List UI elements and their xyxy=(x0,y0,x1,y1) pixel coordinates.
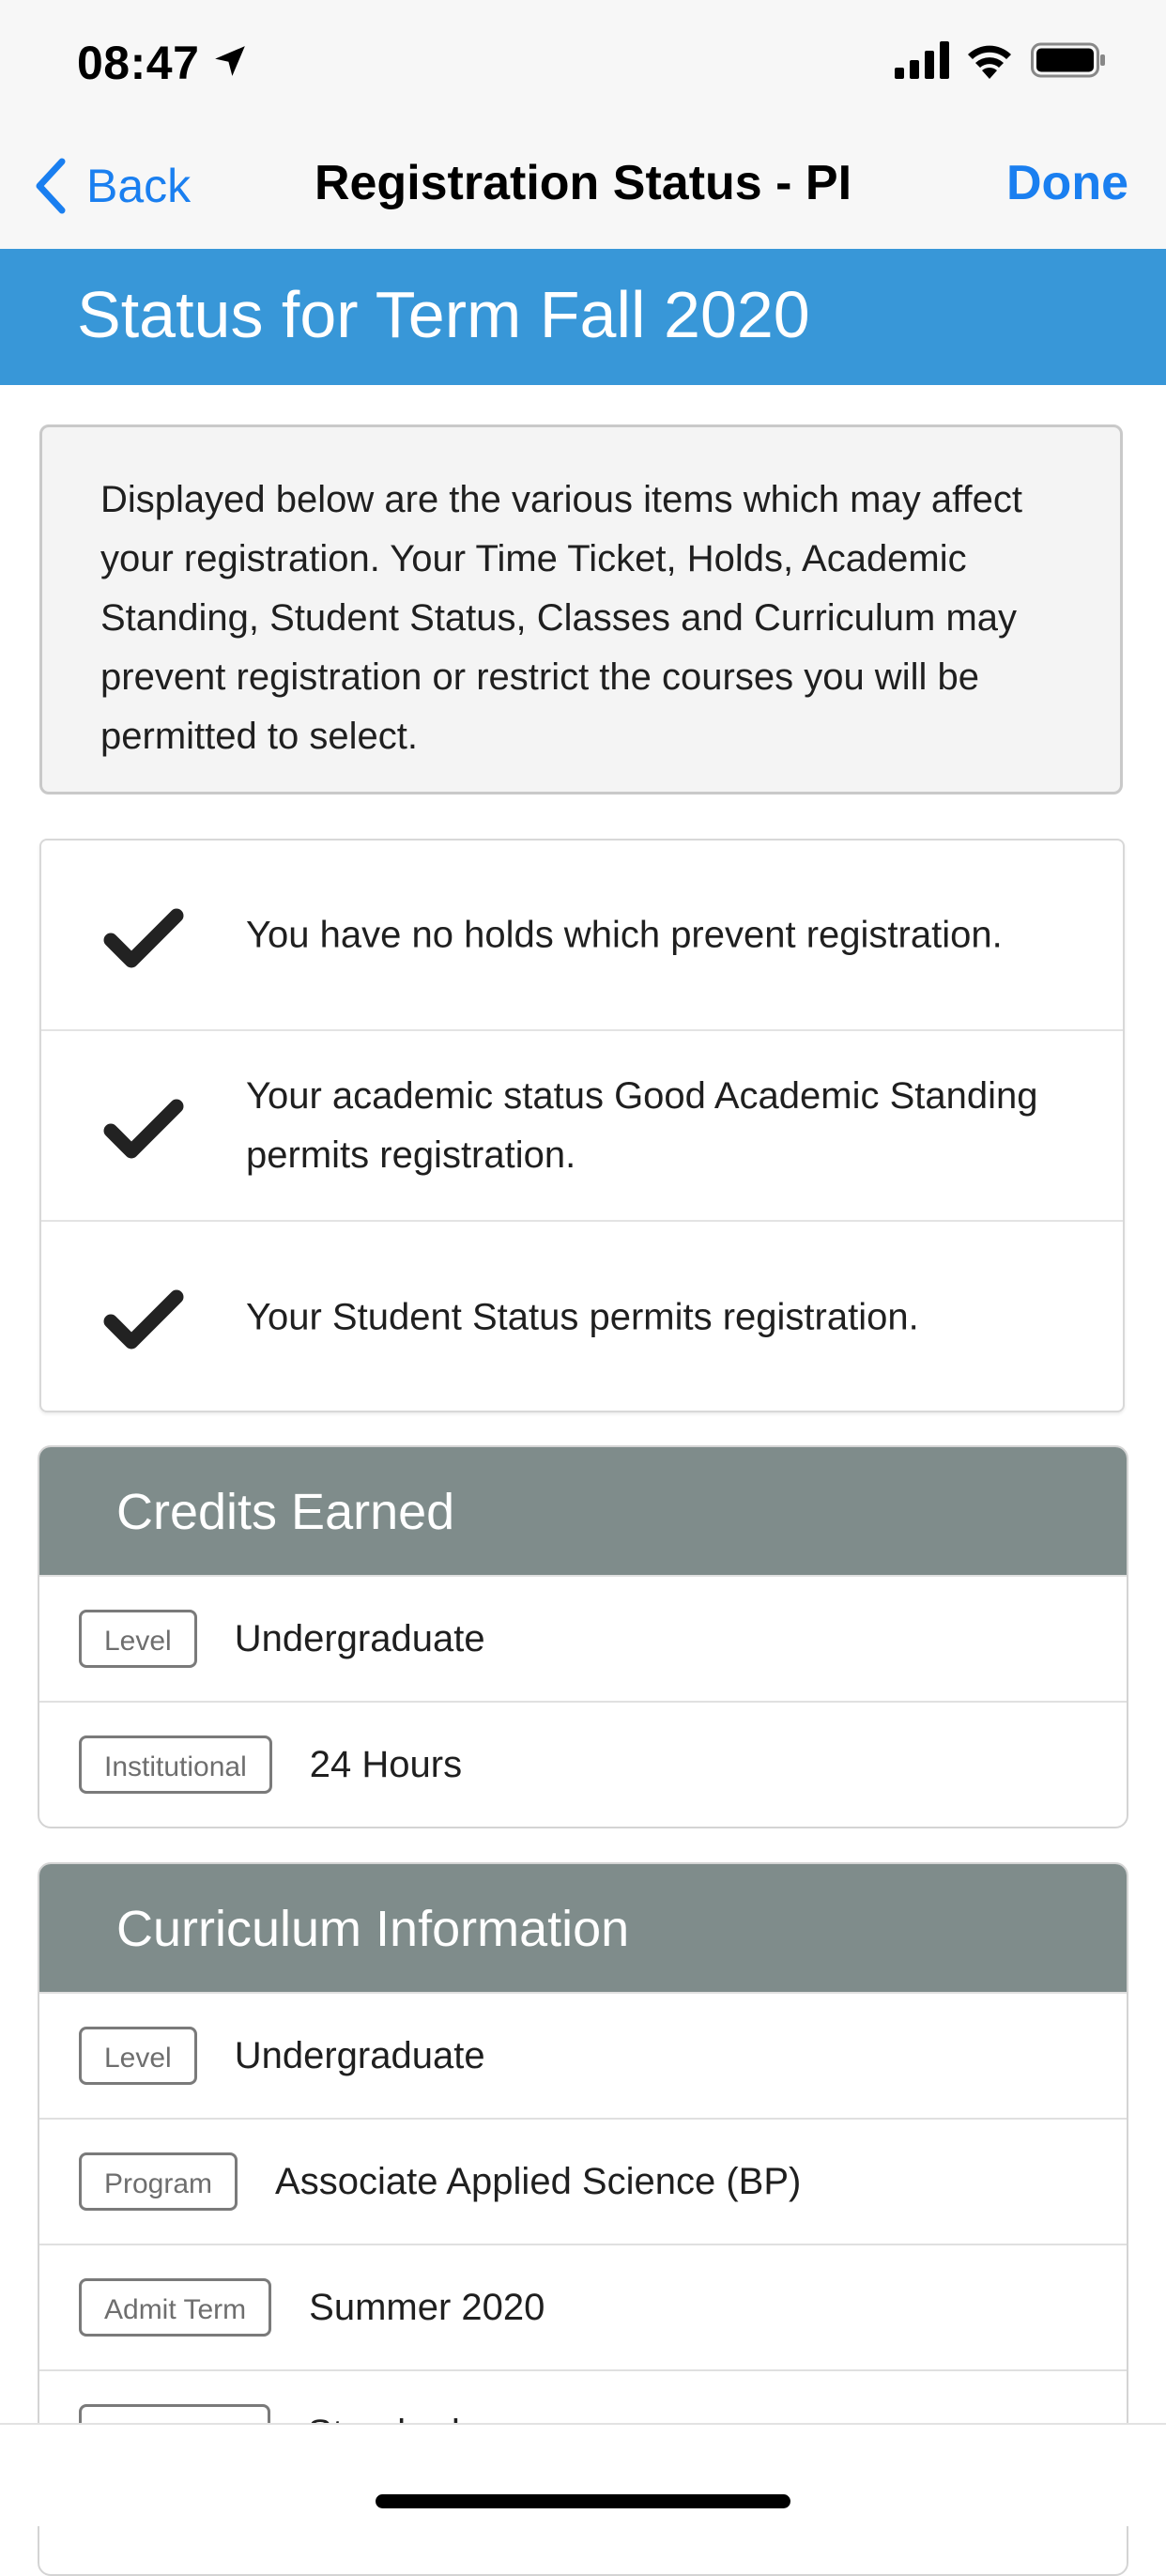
status-time: 08:47 xyxy=(77,37,200,89)
check-text-student-status: Your Student Status permits registration. xyxy=(246,1296,919,1337)
field-tag: Admit Term xyxy=(79,2278,271,2337)
panel-title: Curriculum Information xyxy=(116,1901,630,1957)
panel-header xyxy=(39,1864,1127,1992)
field-tag: Level xyxy=(79,2027,197,2085)
location-arrow-icon xyxy=(212,43,248,79)
navigation-bar xyxy=(0,127,1166,249)
checkmark-icon xyxy=(103,906,184,970)
check-row-student-status xyxy=(41,1222,1123,1412)
checkmark-icon xyxy=(103,1097,184,1161)
status-bar xyxy=(0,0,1166,127)
term-title: Status for Term Fall 2020 xyxy=(77,278,810,351)
credits-row-institutional xyxy=(39,1701,1127,1827)
check-row-academic-status xyxy=(41,1031,1123,1222)
battery-icon xyxy=(1031,41,1106,79)
field-value: 24 Hours xyxy=(309,1743,463,1785)
check-text-academic-status: Your academic status Good Academic Standing permits registration. xyxy=(246,1074,1038,1176)
registration-checks-card xyxy=(39,839,1125,1412)
page-title: Registration Status - PI xyxy=(314,156,852,210)
info-text: Displayed below are the various items which may affect your registration. Your Time Ticket, Holds, Academic Standing, Student Status, Classes and Curriculum may prevent registration or restrict the courses you will be permitted to select. xyxy=(100,479,1022,757)
curriculum-row-level xyxy=(39,1992,1127,2118)
field-value: Associate Applied Science (BP) xyxy=(275,2160,802,2202)
curriculum-row-program xyxy=(39,2118,1127,2244)
field-value: Summer 2020 xyxy=(309,2286,545,2328)
field-tag: Level xyxy=(79,1610,197,1668)
field-tag: Institutional xyxy=(79,1735,272,1794)
credits-earned-panel xyxy=(38,1445,1128,1828)
check-text-holds: You have no holds which prevent registration. xyxy=(246,914,1003,955)
back-button-label: Back xyxy=(86,160,192,212)
curriculum-row-admit-term xyxy=(39,2244,1127,2369)
info-box xyxy=(39,424,1123,794)
panel-header xyxy=(39,1447,1127,1575)
cellular-signal-icon xyxy=(895,41,949,79)
term-header xyxy=(0,249,1166,385)
credits-row-level xyxy=(39,1575,1127,1701)
done-button[interactable]: Done xyxy=(1006,156,1128,210)
panel-title: Credits Earned xyxy=(116,1484,455,1540)
field-tag: Program xyxy=(79,2152,238,2211)
field-value: Undergraduate xyxy=(234,1617,485,1659)
home-indicator[interactable] xyxy=(376,2494,790,2508)
checkmark-icon xyxy=(103,1288,184,1351)
check-row-holds xyxy=(41,841,1123,1031)
home-indicator-area xyxy=(0,2423,1166,2526)
wifi-icon xyxy=(965,39,1014,79)
field-value: Undergraduate xyxy=(234,2034,485,2076)
